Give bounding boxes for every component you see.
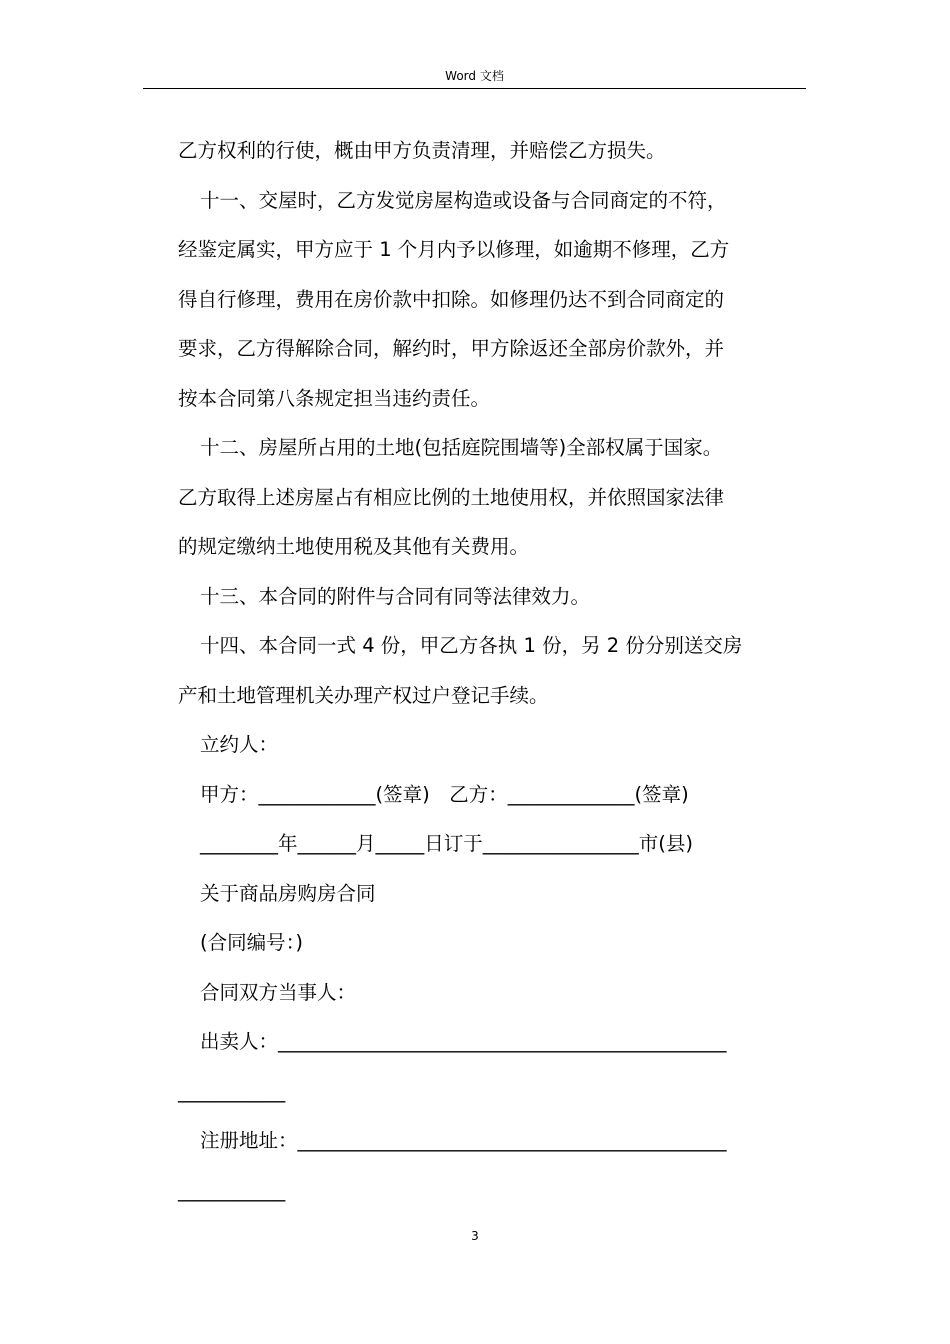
text-line: 乙方取得上述房屋占有相应比例的土地使用权，并依照国家法律 (178, 485, 725, 509)
signatories-label: 立约人： (200, 733, 279, 756)
signature-line: 甲方：____________(签章) 乙方：_____________(签章) (200, 782, 689, 806)
seller-line-continued: ___________ (178, 1079, 286, 1103)
text-line: 十四、本合同一式 4 份，甲乙方各执 1 份，另 2 份分别送交房 (200, 634, 743, 657)
parties-label: 合同双方当事人： (200, 980, 357, 1004)
page-number: 3 (471, 1229, 479, 1243)
text-line: 十三、本合同的附件与合同有同等法律效力。 (200, 584, 591, 608)
date-place-line: ________年______月_____日订于________________市(县) (200, 832, 693, 855)
text-line: 产和土地管理机关办理产权过户登记手续。 (178, 683, 549, 707)
seller-line: 出卖人：______________________________________________ (200, 1030, 727, 1053)
contract-number: (合同编号：) (200, 931, 303, 954)
address-line-continued: ___________ (178, 1178, 286, 1202)
header-title: Word 文档 (445, 69, 504, 83)
text-line: 按本合同第八条规定担当违约责任。 (178, 386, 491, 410)
text-line: 得自行修理，费用在房价款中扣除。如修理仍达不到合同商定的 (178, 287, 725, 311)
document-body (178, 126, 808, 1215)
text-line: 乙方权利的行使，概由甲方负责清理，并赔偿乙方损失。 (178, 139, 666, 162)
address-line: 注册地址：____________________________________________ (200, 1129, 727, 1152)
text-line: 的规定缴纳土地使用税及其他有关费用。 (178, 535, 530, 558)
page-footer (0, 1229, 950, 1243)
text-line: 要求，乙方得解除合同，解约时，甲方除返还全部房价款外，并 (178, 337, 725, 360)
text-line: 十一、交屋时，乙方发觉房屋构造或设备与合同商定的不符， (200, 188, 727, 212)
contract-title: 关于商品房购房合同 (200, 881, 376, 905)
text-line: 十二、房屋所占用的土地(包括庭院围墙等)全部权属于国家。 (200, 436, 723, 459)
page-header (143, 66, 806, 89)
text-line: 经鉴定属实，甲方应于 1 个月内予以修理，如逾期不修理，乙方 (178, 238, 730, 261)
